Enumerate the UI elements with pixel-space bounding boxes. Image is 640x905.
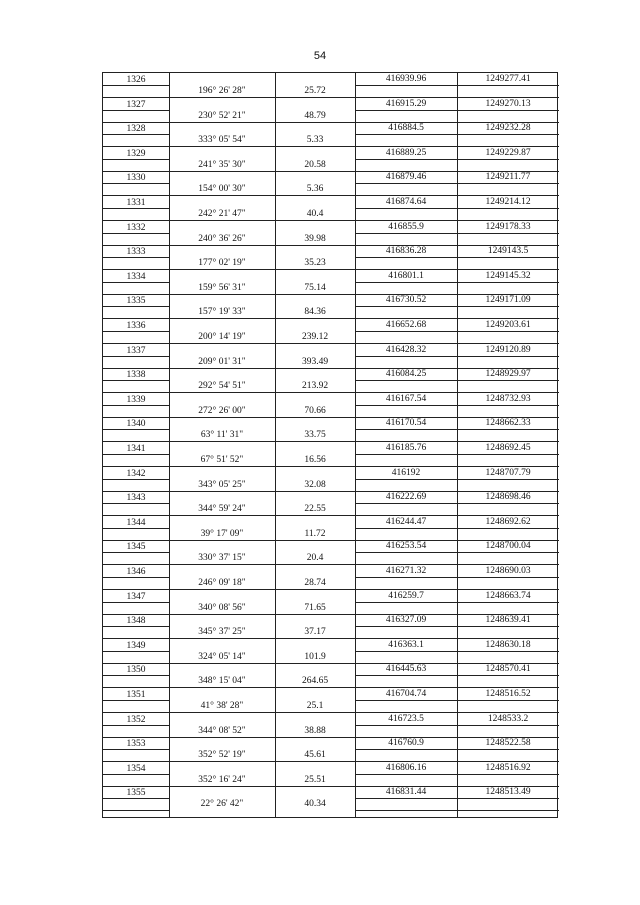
distance-value: 5.36 bbox=[306, 184, 324, 195]
y-coordinate: 1249211.77 bbox=[485, 172, 531, 183]
row-divider bbox=[103, 700, 169, 701]
y-coordinate: 1249229.87 bbox=[485, 147, 531, 158]
row-divider bbox=[355, 810, 559, 811]
bearing-angle: 240° 36' 26" bbox=[198, 233, 246, 244]
row-divider bbox=[355, 282, 559, 283]
row-divider bbox=[169, 220, 355, 221]
y-coordinate: 1248533.2 bbox=[487, 713, 529, 724]
point-number: 1348 bbox=[126, 616, 146, 627]
distance-value: 11.72 bbox=[304, 528, 326, 539]
x-coordinate: 416939.96 bbox=[385, 74, 427, 84]
distance-value: 264.65 bbox=[301, 676, 329, 687]
row-divider bbox=[169, 540, 355, 541]
row-divider bbox=[103, 651, 169, 652]
row-divider bbox=[355, 257, 559, 258]
row-divider bbox=[355, 651, 559, 652]
distance-value: 48.79 bbox=[304, 110, 326, 121]
distance-value: 22.55 bbox=[304, 504, 326, 515]
distance-value: 40.4 bbox=[306, 209, 324, 219]
point-number: 1331 bbox=[126, 198, 146, 208]
row-divider bbox=[355, 503, 559, 504]
row-divider bbox=[103, 774, 169, 775]
x-coordinate: 416428.32 bbox=[385, 344, 427, 355]
y-coordinate: 1249232.28 bbox=[485, 123, 531, 134]
point-number: 1345 bbox=[126, 542, 146, 553]
y-coordinate: 1248929.97 bbox=[485, 369, 531, 380]
y-coordinate: 1248732.93 bbox=[485, 393, 531, 404]
x-coordinate: 416167.54 bbox=[385, 393, 427, 404]
row-divider bbox=[169, 269, 355, 270]
row-divider bbox=[103, 282, 169, 283]
x-coordinate: 416259.7 bbox=[388, 590, 424, 601]
y-coordinate: 1249143.5 bbox=[487, 246, 529, 257]
bearing-angle: 159° 56' 31" bbox=[198, 282, 246, 293]
row-divider bbox=[169, 491, 355, 492]
bearing-angle: 39° 17' 09" bbox=[200, 528, 244, 539]
x-coordinate: 416704.74 bbox=[385, 689, 427, 699]
point-number: 1337 bbox=[126, 345, 146, 356]
row-divider bbox=[169, 146, 355, 147]
y-coordinate: 1248516.52 bbox=[485, 689, 531, 699]
point-number: 1335 bbox=[126, 296, 146, 307]
distance-value: 84.36 bbox=[304, 307, 326, 318]
distance-value: 25.72 bbox=[304, 86, 326, 96]
x-coordinate: 416831.44 bbox=[385, 787, 427, 798]
row-divider bbox=[103, 85, 169, 86]
row-divider bbox=[103, 552, 169, 553]
point-number: 1346 bbox=[126, 567, 146, 577]
distance-value: 101.9 bbox=[304, 651, 326, 662]
bearing-angle: 333° 05' 54" bbox=[198, 135, 246, 146]
distance-value: 25.51 bbox=[304, 774, 326, 785]
row-divider bbox=[103, 602, 169, 603]
point-number: 1326 bbox=[126, 75, 146, 85]
y-coordinate: 1249270.13 bbox=[485, 98, 531, 109]
x-coordinate: 416801.1 bbox=[388, 270, 424, 281]
point-number: 1354 bbox=[126, 763, 146, 774]
x-coordinate: 416192 bbox=[391, 467, 421, 478]
x-coordinate: 416244.47 bbox=[385, 516, 427, 527]
row-divider bbox=[169, 392, 355, 393]
x-coordinate: 416874.64 bbox=[385, 197, 427, 207]
x-coordinate: 416879.46 bbox=[385, 172, 427, 183]
row-divider bbox=[355, 577, 559, 578]
row-divider bbox=[169, 466, 355, 467]
row-divider bbox=[103, 306, 169, 307]
y-coordinate: 1248707.79 bbox=[485, 467, 531, 478]
point-number: 1351 bbox=[126, 690, 146, 700]
row-divider bbox=[355, 405, 559, 406]
row-divider bbox=[169, 417, 355, 418]
row-divider bbox=[103, 725, 169, 726]
bearing-angle: 344° 59' 24" bbox=[198, 504, 246, 515]
point-number: 1328 bbox=[126, 124, 146, 135]
point-number: 1344 bbox=[126, 517, 146, 528]
row-divider bbox=[355, 331, 559, 332]
y-coordinate: 1248663.74 bbox=[485, 590, 531, 601]
bearing-angle: 67° 51' 52" bbox=[200, 455, 244, 465]
y-coordinate: 1248570.41 bbox=[485, 664, 531, 675]
distance-value: 32.08 bbox=[304, 479, 326, 490]
row-divider bbox=[103, 454, 169, 455]
distance-value: 393.49 bbox=[301, 356, 329, 367]
row-divider bbox=[355, 85, 559, 86]
y-coordinate: 1249214.12 bbox=[485, 197, 531, 207]
row-divider bbox=[355, 798, 559, 799]
bearing-angle: 348° 15' 04" bbox=[198, 676, 246, 687]
row-divider bbox=[355, 208, 559, 209]
row-divider bbox=[103, 528, 169, 529]
x-coordinate: 416445.63 bbox=[385, 664, 427, 675]
point-number: 1339 bbox=[126, 394, 146, 405]
x-coordinate: 416652.68 bbox=[385, 320, 427, 330]
row-divider bbox=[169, 195, 355, 196]
bearing-angle: 340° 08' 56" bbox=[198, 602, 246, 613]
bearing-angle: 154° 00' 30" bbox=[198, 184, 246, 195]
page-number: 54 bbox=[313, 50, 327, 62]
row-divider bbox=[355, 183, 559, 184]
row-divider bbox=[355, 528, 559, 529]
row-divider bbox=[169, 761, 355, 762]
row-divider bbox=[103, 479, 169, 480]
bearing-angle: 157° 19' 33" bbox=[198, 307, 246, 318]
x-coordinate: 416884.5 bbox=[388, 123, 424, 134]
bearing-angle: 343° 05' 25" bbox=[198, 479, 246, 490]
bearing-angle: 196° 26' 28" bbox=[198, 86, 246, 96]
x-coordinate: 416836.28 bbox=[385, 246, 427, 257]
bearing-angle: 200° 14' 19" bbox=[198, 332, 246, 342]
row-divider bbox=[103, 183, 169, 184]
bearing-angle: 352° 16' 24" bbox=[198, 774, 246, 785]
row-divider bbox=[169, 712, 355, 713]
row-divider bbox=[355, 479, 559, 480]
row-divider bbox=[103, 675, 169, 676]
y-coordinate: 1249120.89 bbox=[485, 344, 531, 355]
distance-value: 239.12 bbox=[301, 332, 329, 342]
y-coordinate: 1248692.45 bbox=[485, 443, 531, 453]
point-number: 1332 bbox=[126, 222, 146, 233]
row-divider bbox=[103, 577, 169, 578]
y-coordinate: 1248700.04 bbox=[485, 541, 531, 552]
row-divider bbox=[355, 110, 559, 111]
distance-value: 75.14 bbox=[304, 282, 326, 293]
distance-value: 37.17 bbox=[304, 627, 326, 638]
x-coordinate: 416222.69 bbox=[385, 492, 427, 503]
x-coordinate: 416806.16 bbox=[385, 762, 427, 773]
bearing-angle: 292° 54' 51" bbox=[198, 381, 246, 392]
x-coordinate: 416760.9 bbox=[388, 738, 424, 749]
distance-value: 70.66 bbox=[304, 405, 326, 416]
row-divider bbox=[103, 110, 169, 111]
x-coordinate: 416723.5 bbox=[388, 713, 424, 724]
row-divider bbox=[169, 318, 355, 319]
bearing-angle: 41° 38' 28" bbox=[200, 701, 244, 711]
point-number: 1347 bbox=[126, 591, 146, 602]
distance-value: 33.75 bbox=[304, 430, 326, 441]
row-divider bbox=[103, 429, 169, 430]
x-coordinate: 416327.09 bbox=[385, 615, 427, 626]
distance-value: 71.65 bbox=[304, 602, 326, 613]
distance-value: 25.1 bbox=[306, 701, 324, 711]
point-number: 1353 bbox=[126, 739, 146, 750]
row-divider bbox=[169, 245, 355, 246]
distance-value: 16.56 bbox=[304, 455, 326, 465]
bearing-angle: 330° 37' 15" bbox=[198, 553, 246, 564]
row-divider bbox=[355, 725, 559, 726]
y-coordinate: 1248513.49 bbox=[485, 787, 531, 798]
row-divider bbox=[355, 675, 559, 676]
y-coordinate: 1249277.41 bbox=[485, 74, 531, 84]
row-divider bbox=[169, 171, 355, 172]
x-coordinate: 416889.25 bbox=[385, 147, 427, 158]
x-coordinate: 416363.1 bbox=[388, 639, 424, 650]
point-number: 1340 bbox=[126, 419, 146, 430]
row-divider bbox=[169, 737, 355, 738]
y-coordinate: 1248522.58 bbox=[485, 738, 531, 749]
row-divider bbox=[103, 233, 169, 234]
point-number: 1352 bbox=[126, 714, 146, 725]
y-coordinate: 1249203.61 bbox=[485, 320, 531, 330]
distance-value: 38.88 bbox=[304, 725, 326, 736]
row-divider bbox=[103, 503, 169, 504]
row-divider bbox=[169, 122, 355, 123]
point-number: 1342 bbox=[126, 468, 146, 479]
row-divider bbox=[103, 749, 169, 750]
distance-value: 5.33 bbox=[306, 135, 324, 146]
y-coordinate: 1248698.46 bbox=[485, 492, 531, 503]
distance-value: 45.61 bbox=[304, 750, 326, 761]
row-divider bbox=[355, 159, 559, 160]
row-divider bbox=[169, 638, 355, 639]
row-divider bbox=[103, 810, 169, 811]
point-number: 1341 bbox=[126, 444, 146, 454]
bearing-angle: 352° 52' 19" bbox=[198, 750, 246, 761]
row-divider bbox=[355, 749, 559, 750]
bearing-angle: 177° 02' 19" bbox=[198, 258, 246, 269]
row-divider bbox=[355, 380, 559, 381]
bearing-angle: 241° 35' 30" bbox=[198, 159, 246, 170]
row-divider bbox=[169, 515, 355, 516]
row-divider bbox=[169, 564, 355, 565]
bearing-angle: 209° 01' 31" bbox=[198, 356, 246, 367]
distance-value: 20.58 bbox=[304, 159, 326, 170]
y-coordinate: 1249171.09 bbox=[485, 295, 531, 306]
y-coordinate: 1248630.18 bbox=[485, 639, 531, 650]
row-divider bbox=[355, 454, 559, 455]
row-divider bbox=[169, 441, 355, 442]
point-number: 1330 bbox=[126, 173, 146, 184]
row-divider bbox=[103, 356, 169, 357]
y-coordinate: 1248662.33 bbox=[485, 418, 531, 429]
row-divider bbox=[103, 626, 169, 627]
x-coordinate: 416855.9 bbox=[388, 221, 424, 232]
x-coordinate: 416271.32 bbox=[385, 566, 427, 576]
point-number: 1334 bbox=[126, 271, 146, 282]
point-number: 1327 bbox=[126, 99, 146, 110]
y-coordinate: 1248692.62 bbox=[485, 516, 531, 527]
bearing-angle: 242° 21' 47" bbox=[198, 209, 246, 219]
row-divider bbox=[103, 798, 169, 799]
row-divider bbox=[103, 159, 169, 160]
row-divider bbox=[169, 663, 355, 664]
point-number: 1343 bbox=[126, 493, 146, 504]
point-number: 1350 bbox=[126, 665, 146, 676]
y-coordinate: 1248516.92 bbox=[485, 762, 531, 773]
x-coordinate: 416253.54 bbox=[385, 541, 427, 552]
point-number: 1333 bbox=[126, 247, 146, 258]
bearing-angle: 272° 26' 00" bbox=[198, 405, 246, 416]
row-divider bbox=[103, 405, 169, 406]
row-divider bbox=[103, 134, 169, 135]
bearing-angle: 230° 52' 21" bbox=[198, 110, 246, 121]
point-number: 1338 bbox=[126, 370, 146, 381]
survey-coordinates-table bbox=[102, 72, 558, 818]
row-divider bbox=[355, 429, 559, 430]
row-divider bbox=[355, 626, 559, 627]
point-number: 1355 bbox=[126, 788, 146, 799]
distance-value: 213.92 bbox=[301, 381, 329, 392]
y-coordinate: 1249178.33 bbox=[485, 221, 531, 232]
y-coordinate: 1248690.03 bbox=[485, 566, 531, 576]
bearing-angle: 324° 05' 14" bbox=[198, 651, 246, 662]
row-divider bbox=[103, 380, 169, 381]
y-coordinate: 1249145.32 bbox=[485, 270, 531, 281]
point-number: 1349 bbox=[126, 640, 146, 651]
distance-value: 39.98 bbox=[304, 233, 326, 244]
row-divider bbox=[355, 552, 559, 553]
row-divider bbox=[169, 786, 355, 787]
distance-value: 28.74 bbox=[304, 578, 326, 588]
x-coordinate: 416915.29 bbox=[385, 98, 427, 109]
row-divider bbox=[169, 294, 355, 295]
row-divider bbox=[169, 589, 355, 590]
row-divider bbox=[355, 233, 559, 234]
row-divider bbox=[355, 356, 559, 357]
row-divider bbox=[169, 97, 355, 98]
bearing-angle: 246° 09' 18" bbox=[198, 578, 246, 588]
point-number: 1329 bbox=[126, 148, 146, 159]
bearing-angle: 345° 37' 25" bbox=[198, 627, 246, 638]
row-divider bbox=[355, 700, 559, 701]
row-divider bbox=[169, 343, 355, 344]
y-coordinate: 1248639.41 bbox=[485, 615, 531, 626]
point-number: 1336 bbox=[126, 321, 146, 331]
row-divider bbox=[103, 331, 169, 332]
row-divider bbox=[103, 208, 169, 209]
row-divider bbox=[355, 306, 559, 307]
row-divider bbox=[169, 614, 355, 615]
row-divider bbox=[355, 134, 559, 135]
bearing-angle: 22° 26' 42" bbox=[200, 799, 244, 810]
row-divider bbox=[355, 602, 559, 603]
distance-value: 20.4 bbox=[306, 553, 324, 564]
x-coordinate: 416185.76 bbox=[385, 443, 427, 453]
row-divider bbox=[169, 368, 355, 369]
x-coordinate: 416730.52 bbox=[385, 295, 427, 306]
bearing-angle: 344° 08' 52" bbox=[198, 725, 246, 736]
row-divider bbox=[355, 774, 559, 775]
distance-value: 35.23 bbox=[304, 258, 326, 269]
distance-value: 40.34 bbox=[304, 799, 326, 810]
bearing-angle: 63° 11' 31" bbox=[200, 430, 244, 441]
row-divider bbox=[103, 257, 169, 258]
x-coordinate: 416170.54 bbox=[385, 418, 427, 429]
x-coordinate: 416084.25 bbox=[385, 369, 427, 380]
row-divider bbox=[169, 687, 355, 688]
